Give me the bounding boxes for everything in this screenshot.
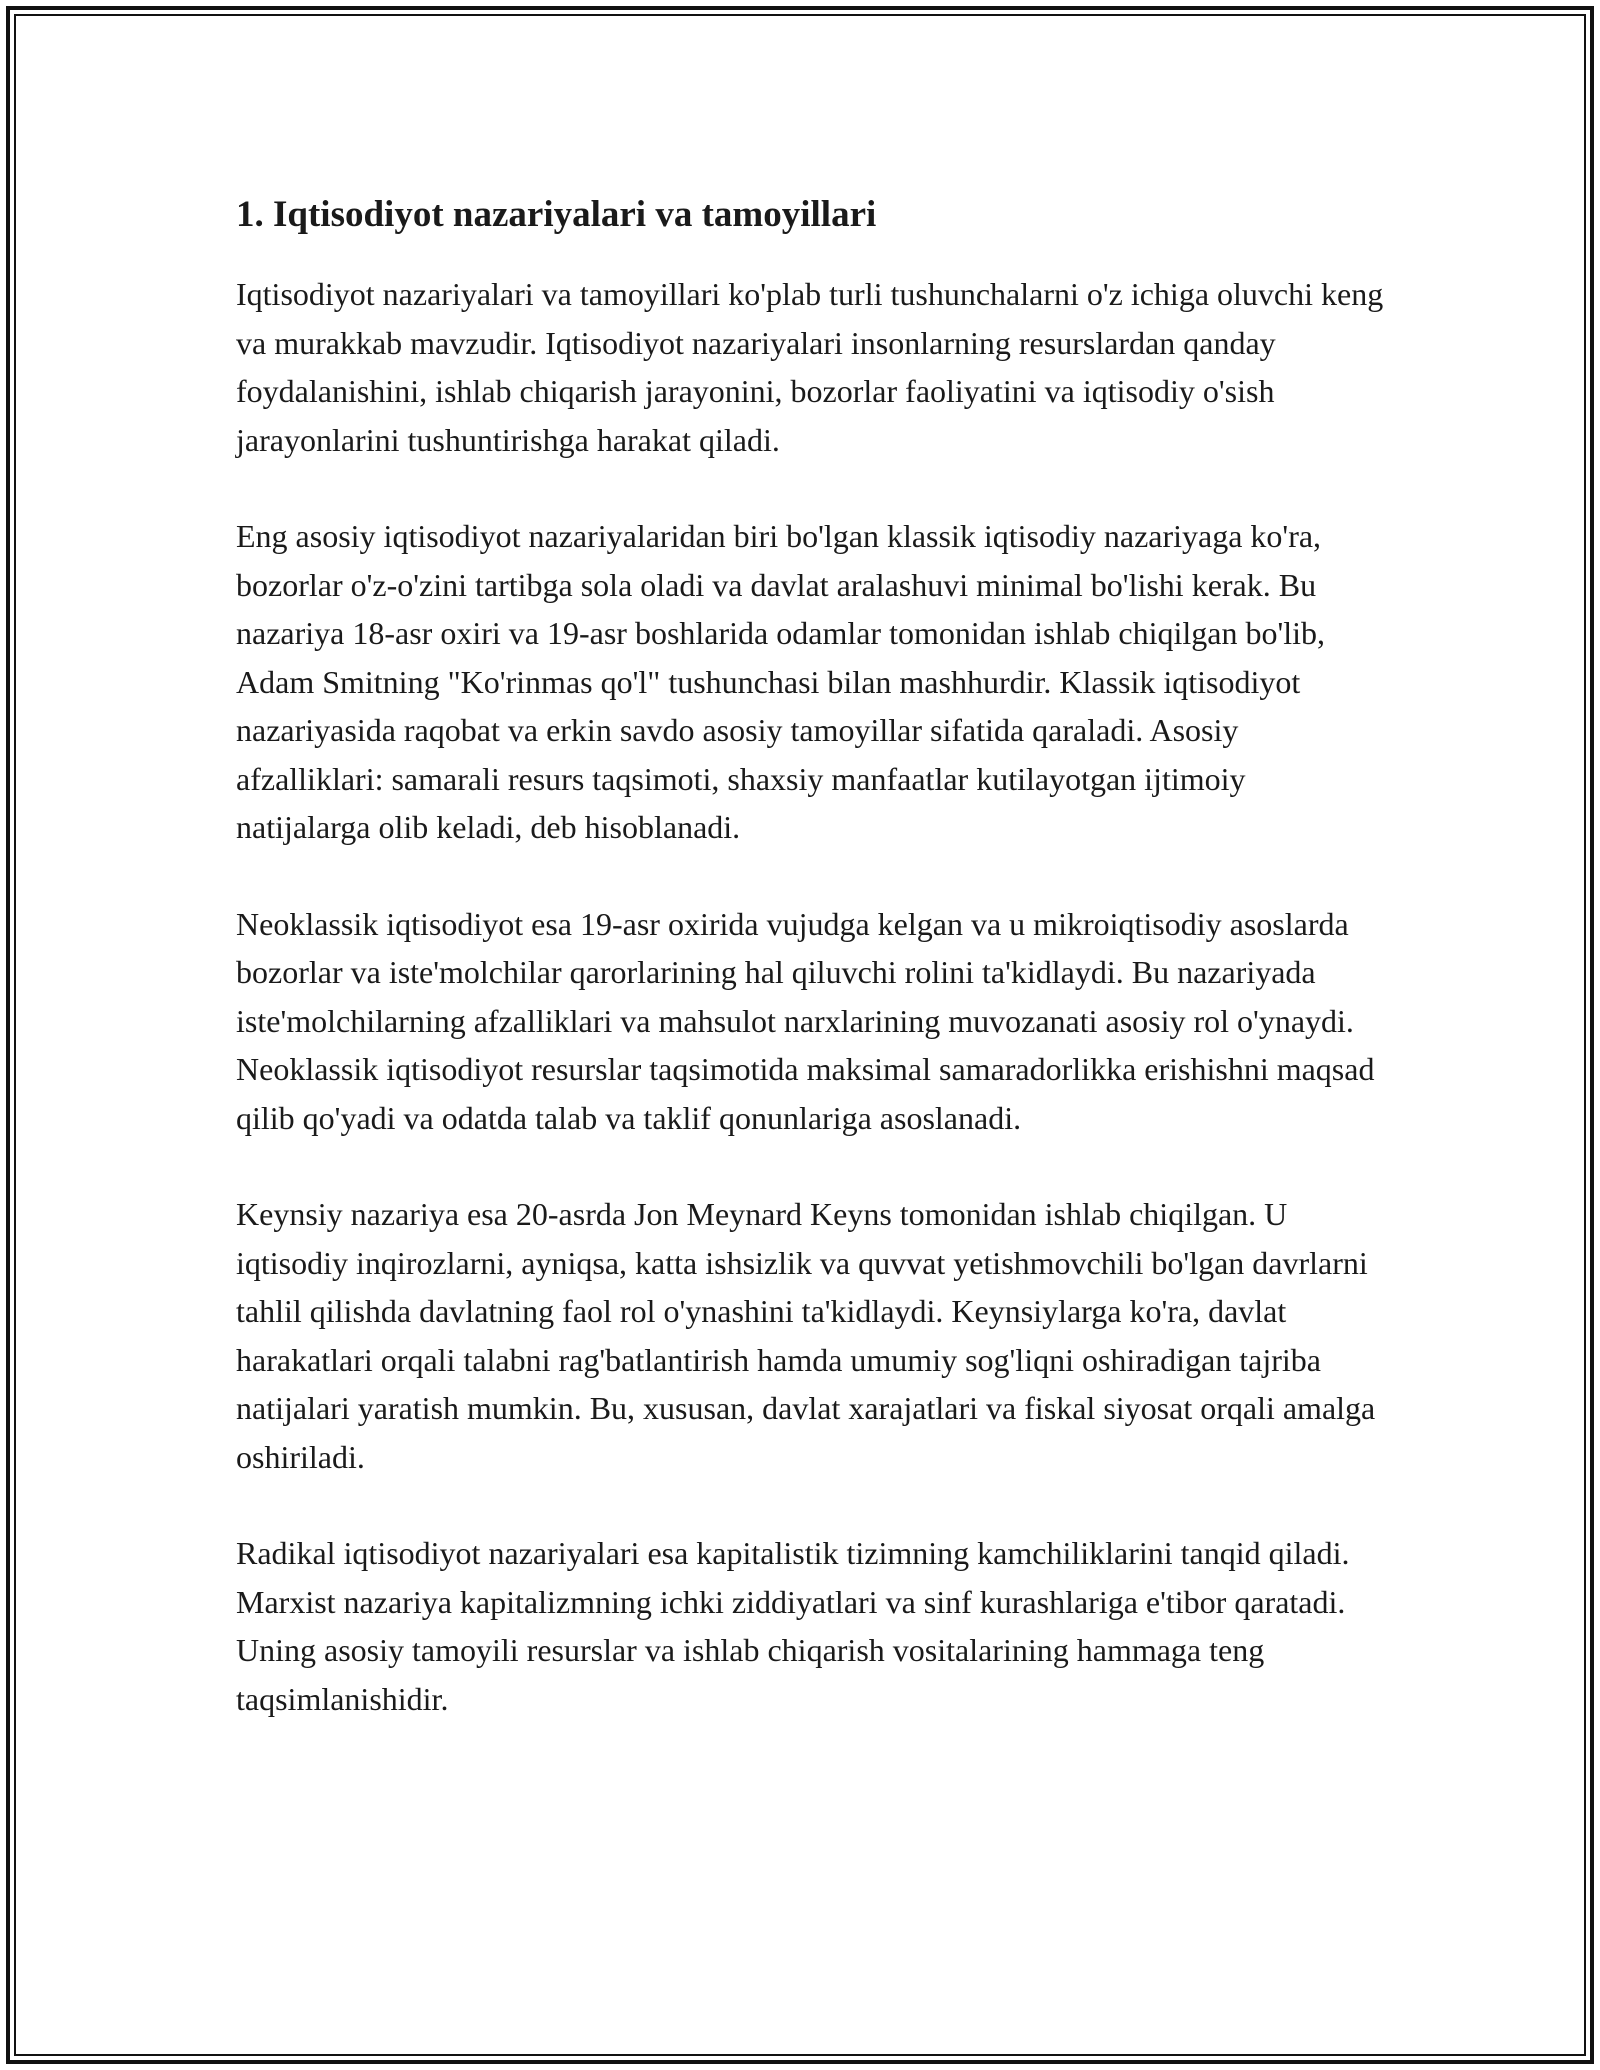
paragraph-keynesian: Keynsiy nazariya esa 20-asrda Jon Meynard Keyns tomonidan ishlab chiqilgan. U iqtisodiy inqirozlarni, ayniqsa, katta ishsizlik va quvvat yetishmovchili bo'lgan davrlarni tahlil qilishda davlatning faol rol o'ynashini ta'kidlaydi. Keynsiylarga ko'ra, davlat harakatlari orqali talabni rag'batlantirish hamda umumiy sog'liqni oshiradigan tajriba natijalari yaratish mumkin. Bu, xususan, davlat xarajatlari va fiskal siyosat orqali amalga oshiriladi. (236, 1196, 1376, 1475)
paragraph-neoclassical: Neoklassik iqtisodiyot esa 19-asr oxirida vujudga kelgan va u mikroiqtisodiy asoslarda bozorlar va iste'molchilar qarorlarining hal qiluvchi rolini ta'kidlaydi. Bu nazariyada iste'molchilarning afzalliklari va mahsulot narxlarining muvozanati asosiy rol o'ynaydi. Neoklassik iqtisodiyot resurslar taqsimotida maksimal samaradorlikka erishishni maqsad qilib qo'yadi va odatda talab va taklif qonunlariga asoslanadi. (236, 905, 1375, 1136)
paragraph-intro: Iqtisodiyot nazariyalari va tamoyillari ko'plab turli tushunchalarni o'z ichiga oluvchi keng va murakkab mavzudir. Iqtisodiyot nazariyalari insonlarning resurslardan qanday foydalanishini, ishlab chiqarish jarayonini, bozorlar faoliyatini va iqtisodiy o'sish jarayonlarini tushuntirishga harakat qiladi. (236, 276, 1384, 458)
document-body (236, 188, 1386, 1771)
paragraph-radical: Radikal iqtisodiyot nazariyalari esa kapitalistik tizimning kamchiliklarini tanqid qiladi. Marxist nazariya kapitalizmning ichki ziddiyatlari va sinf kurashlariga e'tibor qaratadi. Uning asosiy tamoyili resurslar va ishlab chiqarish vositalarining hammaga teng taqsimlanishidir. (236, 1535, 1350, 1717)
paragraph-classical: Eng asosiy iqtisodiyot nazariyalaridan biri bo'lgan klassik iqtisodiy nazariyaga ko'ra, bozorlar o'z-o'zini tartibga sola oladi va davlat aralashuvi minimal bo'lishi kerak. Bu nazariya 18-asr oxiri va 19-asr boshlarida odamlar tomonidan ishlab chiqilgan bo'lib, Adam Smitning "Ko'rinmas qo'l" tushunchasi bilan mashhurdir. Klassik iqtisodiyot nazariyasida raqobat va erkin savdo asosiy tamoyillar sifatida qaraladi. Asosiy afzalliklari: samarali resurs taqsimoti, shaxsiy manfaatlar kutilayotgan ijtimoiy natijalarga olib keladi, deb hisoblanadi. (236, 518, 1326, 845)
section-heading: 1. Iqtisodiyot nazariyalari va tamoyillari (236, 194, 877, 235)
